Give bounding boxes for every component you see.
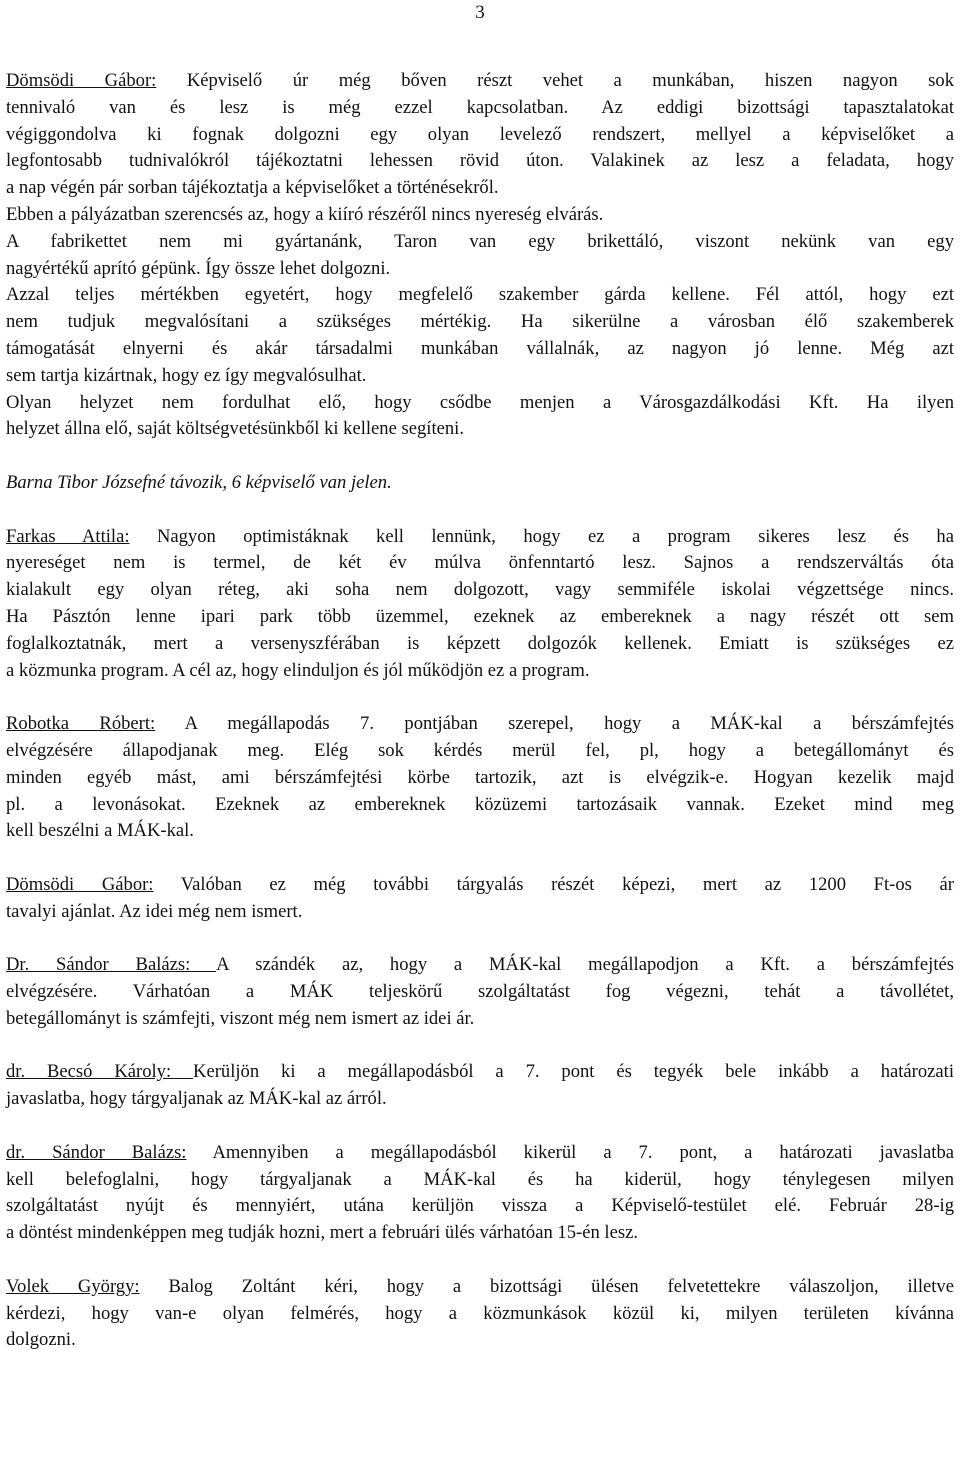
text-line: dolgozni. bbox=[6, 1329, 76, 1351]
text-line: a nap végén pár sorban tájékoztatja a képviselőket a történésekről. bbox=[6, 177, 499, 199]
text-line: betegállományt is számfejti, viszont még nem ismert az idei ár. bbox=[6, 1007, 475, 1029]
text-line: javaslatba, hogy tárgyaljanak az MÁK-kal az árról. bbox=[6, 1088, 387, 1110]
speaker-name: Volek György: bbox=[6, 1275, 140, 1297]
text-line: Robotka Róbert: A megállapodás 7. pontjában szerepel, hogy a MÁK-kal a bérszámfejtés bbox=[6, 713, 954, 735]
text-line: Dömsödi Gábor: Valóban ez még további tárgyalás részét képezi, mert az 1200 Ft-os ár bbox=[6, 873, 955, 895]
speaker-name: Dr. Sándor Balázs: bbox=[6, 954, 217, 976]
text-line: nem tudjuk megvalósítani a szükséges mértékig. Ha sikerülne a városban élő szakemberek bbox=[6, 311, 954, 333]
text-line: Olyan helyzet nem fordulhat elő, hogy csődbe menjen a Városgazdálkodási Kft. Ha ilyen bbox=[6, 391, 954, 413]
text-line: kell belefoglalni, hogy tárgyaljanak a MÁK-kal és ha kiderül, hogy ténylegesen milyen bbox=[6, 1168, 954, 1190]
text-line: pl. a levonásokat. Ezeknek az embereknek közüzemi tartozásaik vannak. Ezeket mind meg bbox=[6, 793, 954, 815]
statement-sandor-1 bbox=[6, 952, 954, 1032]
text-line: nagyértékű aprító gépünk. Így össze lehet dolgozni. bbox=[6, 257, 391, 279]
text-line: foglalkoztatnák, mert a versenyszférában is képzett dolgozók kellenek. Emiatt is szükséges ez bbox=[6, 632, 954, 654]
statement-robotka bbox=[6, 711, 954, 845]
text-line: szolgáltatást nyújt és mennyiért, utána kerüljön vissza a Képviselő-testület elé. Február 28-ig bbox=[6, 1195, 954, 1217]
statement-farkas bbox=[6, 524, 954, 685]
text-line: Dr. Sándor Balázs: A szándék az, hogy a MÁK-kal megállapodjon a Kft. a bérszámfejtés bbox=[6, 954, 954, 976]
statement-sandor-2 bbox=[6, 1140, 954, 1247]
text-line: kell beszélni a MÁK-kal. bbox=[6, 820, 194, 842]
text-line: nyereséget nem is termel, de két év múlva önfenntartó lesz. Sajnos a rendszerváltás óta bbox=[6, 552, 954, 574]
speaker-name: Farkas Attila: bbox=[6, 525, 130, 547]
text-line: Volek György: Balog Zoltánt kéri, hogy a bizottsági ülésen felvetettekre válaszoljon, illetve bbox=[6, 1275, 954, 1297]
text-line: végiggondolva ki fognak dolgozni egy olyan levelező rendszert, mellyel a képviselőket a bbox=[6, 123, 954, 145]
text-line: tavalyi ajánlat. Az idei még nem ismert. bbox=[6, 900, 303, 922]
statement-becso bbox=[6, 1059, 954, 1113]
text-line: legfontosabb tudnivalókról tájékoztatni lehessen rövid úton. Valakinek az lesz a feladata, hogy bbox=[6, 150, 954, 172]
text-line: minden egyéb mást, ami bérszámfejtési körbe tartozik, azt is elvégzik-e. Hogyan kezelik majd bbox=[6, 766, 954, 788]
text-line: elvégzésére állapodjanak meg. Elég sok kérdés merül fel, pl, hogy a betegállományt és bbox=[6, 739, 954, 761]
text-line: A fabrikettet nem mi gyártanánk, Taron van egy brikettáló, viszont nekünk van egy bbox=[6, 230, 954, 252]
text-line: helyzet állna elő, saját költségvetésünkből ki kellene segíteni. bbox=[6, 418, 464, 440]
text-line: Farkas Attila: Nagyon optimistáknak kell lennünk, hogy ez a program sikeres lesz és ha bbox=[6, 525, 954, 547]
text-line: a közmunka program. A cél az, hogy elinduljon és jól működjön ez a program. bbox=[6, 659, 590, 681]
speaker-name: Robotka Róbert: bbox=[6, 713, 156, 735]
text-line: Dömsödi Gábor: Képviselő úr még bőven részt vehet a munkában, hiszen nagyon sok bbox=[6, 70, 954, 91]
attendance-note bbox=[6, 470, 954, 497]
speaker-name: Dömsödi Gábor: bbox=[6, 873, 154, 895]
speaker-name: dr. Becsó Károly: bbox=[6, 1061, 194, 1083]
page-number: 3 bbox=[475, 2, 485, 23]
document-body bbox=[6, 68, 954, 1354]
statement-domsodi-1 bbox=[6, 68, 954, 443]
text-line: dr. Becsó Károly: Kerüljön ki a megállapodásból a 7. pont és tegyék bele inkább a határozati bbox=[6, 1061, 955, 1083]
text-line: Azzal teljes mértékben egyetért, hogy megfelelő szakember gárda kellene. Fél attól, hogy ezt bbox=[6, 284, 954, 306]
text-line: sem tartja kizártnak, hogy ez így megvalósulhat. bbox=[6, 364, 367, 386]
speaker-name: dr. Sándor Balázs: bbox=[6, 1141, 187, 1163]
speaker-name: Dömsödi Gábor: bbox=[6, 70, 157, 91]
text-line: kialakult egy olyan réteg, aki soha nem dolgozott, vagy semmiféle iskolai végzettsége nincs. bbox=[6, 579, 954, 601]
statement-domsodi-2 bbox=[6, 872, 954, 926]
text-line: Ebben a pályázatban szerencsés az, hogy a kiíró részéről nincs nyereség elvárás. bbox=[6, 203, 604, 225]
text-line: Ha Pásztón lenne ipari park több üzemmel, ezeknek az embereknek a nagy részét ott sem bbox=[6, 605, 954, 627]
text-line: dr. Sándor Balázs: Amennyiben a megállapodásból kikerül a 7. pont, a határozati javaslatba bbox=[6, 1141, 955, 1163]
text-line: kérdezi, hogy van-e olyan felmérés, hogy a közmunkások közül ki, milyen területen kívánna bbox=[6, 1302, 954, 1324]
text-line: a döntést mindenképpen meg tudják hozni, mert a februári ülés várhatóan 15-én lesz. bbox=[6, 1222, 638, 1244]
text-line: tennivaló van és lesz is még ezzel kapcsolatban. Az eddigi bizottsági tapasztalatokat bbox=[6, 96, 954, 118]
text-line: támogatását elnyerni és akár társadalmi munkában vállalnák, az nagyon jó lenne. Még azt bbox=[6, 337, 954, 359]
text-line: elvégzésére. Várhatóan a MÁK teljeskörű szolgáltatást fog végezni, tehát a távollétet, bbox=[6, 981, 954, 1003]
note-text: Barna Tibor Józsefné távozik, 6 képviselő van jelen. bbox=[6, 471, 392, 493]
statement-volek bbox=[6, 1274, 954, 1354]
